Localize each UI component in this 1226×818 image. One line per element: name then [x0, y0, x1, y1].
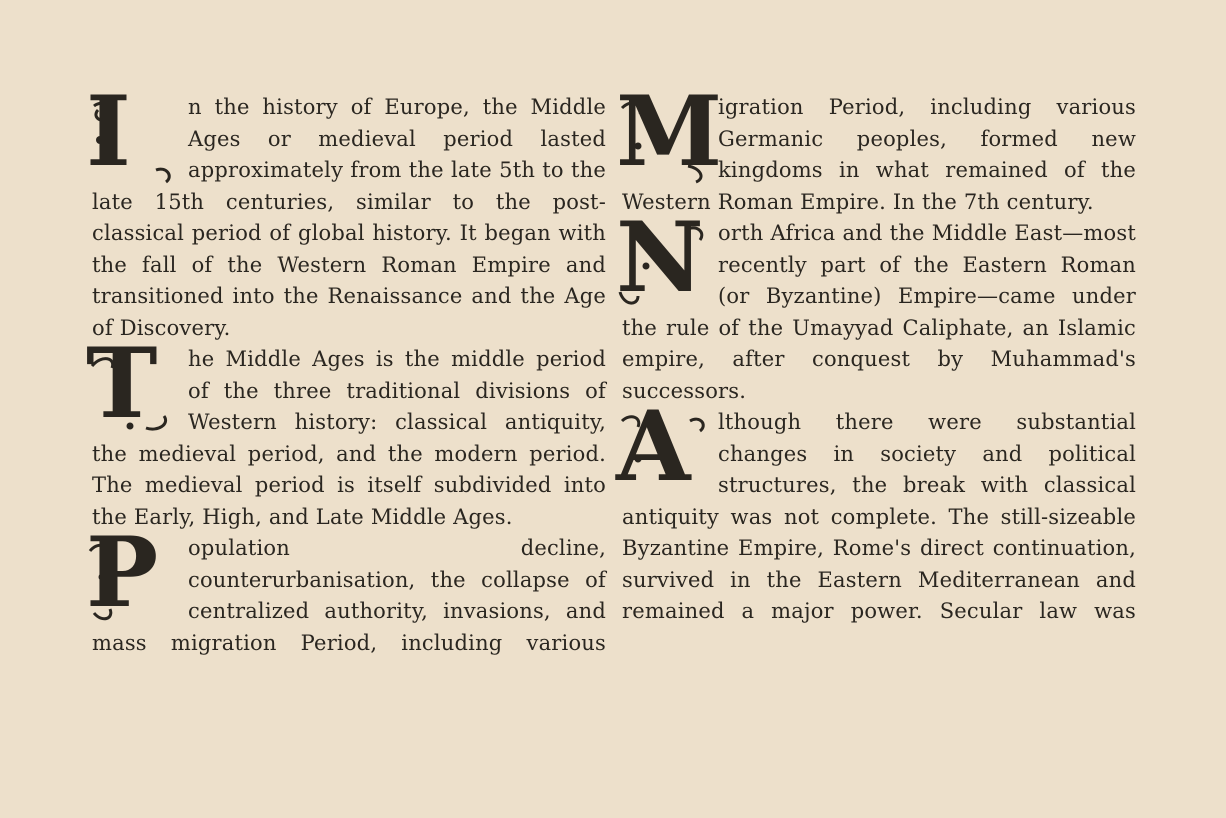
paragraph-2 — [86, 327, 606, 533]
paragraph-text: lthough there were substantial changes in society and political structures, the break with classical antiquity was not complete. The still-sizeable Byzantine Empire, Rome's direct continuation, survived in the Eastern Mediterranean and remained a major power. Secular law was — [622, 410, 1136, 623]
drop-cap-letter: T — [86, 327, 158, 440]
drop-cap-initial — [86, 75, 182, 188]
paragraph-3 — [86, 516, 606, 659]
drop-cap-letter: P — [86, 516, 159, 629]
paragraph-text: orth Africa and the Middle East—most recently part of the Eastern Roman (or Byzantine) Empire—came under the rule of the Umayyad Caliphate, an Islamic empire, after conquest by Muhammad's successors. — [622, 221, 1136, 403]
drop-cap-letter: I — [86, 75, 132, 188]
drop-cap-initial — [616, 390, 712, 503]
paragraph-text: opulation decline, counterurbanisation, the collapse of centralized authority, invasions, and mass migration Period, including various — [92, 536, 606, 655]
drop-cap-letter: A — [616, 390, 691, 503]
drop-cap-initial — [86, 327, 182, 440]
paragraph-text: igration Period, including various Germanic peoples, formed new kingdoms in what remained of the Western Roman Empire. In the 7th century. — [622, 95, 1136, 214]
paragraph-6 — [616, 390, 1136, 628]
left-column — [86, 75, 606, 659]
paragraph-1 — [86, 75, 606, 344]
paragraph-5 — [616, 201, 1136, 407]
drop-cap-letter: M — [616, 75, 723, 188]
paragraph-text: he Middle Ages is the middle period of the three traditional divisions of Western history: classical antiquity, the medieval period, and the modern period. The medieval period is itself subdivided into the Early, High, and Late Middle Ages. — [92, 347, 606, 529]
drop-cap-initial — [86, 516, 182, 629]
right-column — [616, 75, 1136, 628]
drop-cap-initial — [616, 201, 712, 314]
drop-cap-initial — [616, 75, 723, 188]
paragraph-text: n the history of Europe, the Middle Ages or medieval period lasted approximately from the late 5th to the late 15th centuries, similar to the post-classical period of global history. It began with the fall of the Western Roman Empire and transitioned into the Renaissance and the Age of Discovery. — [92, 95, 606, 340]
paragraph-4 — [616, 75, 1136, 218]
drop-cap-letter: N — [616, 201, 704, 314]
